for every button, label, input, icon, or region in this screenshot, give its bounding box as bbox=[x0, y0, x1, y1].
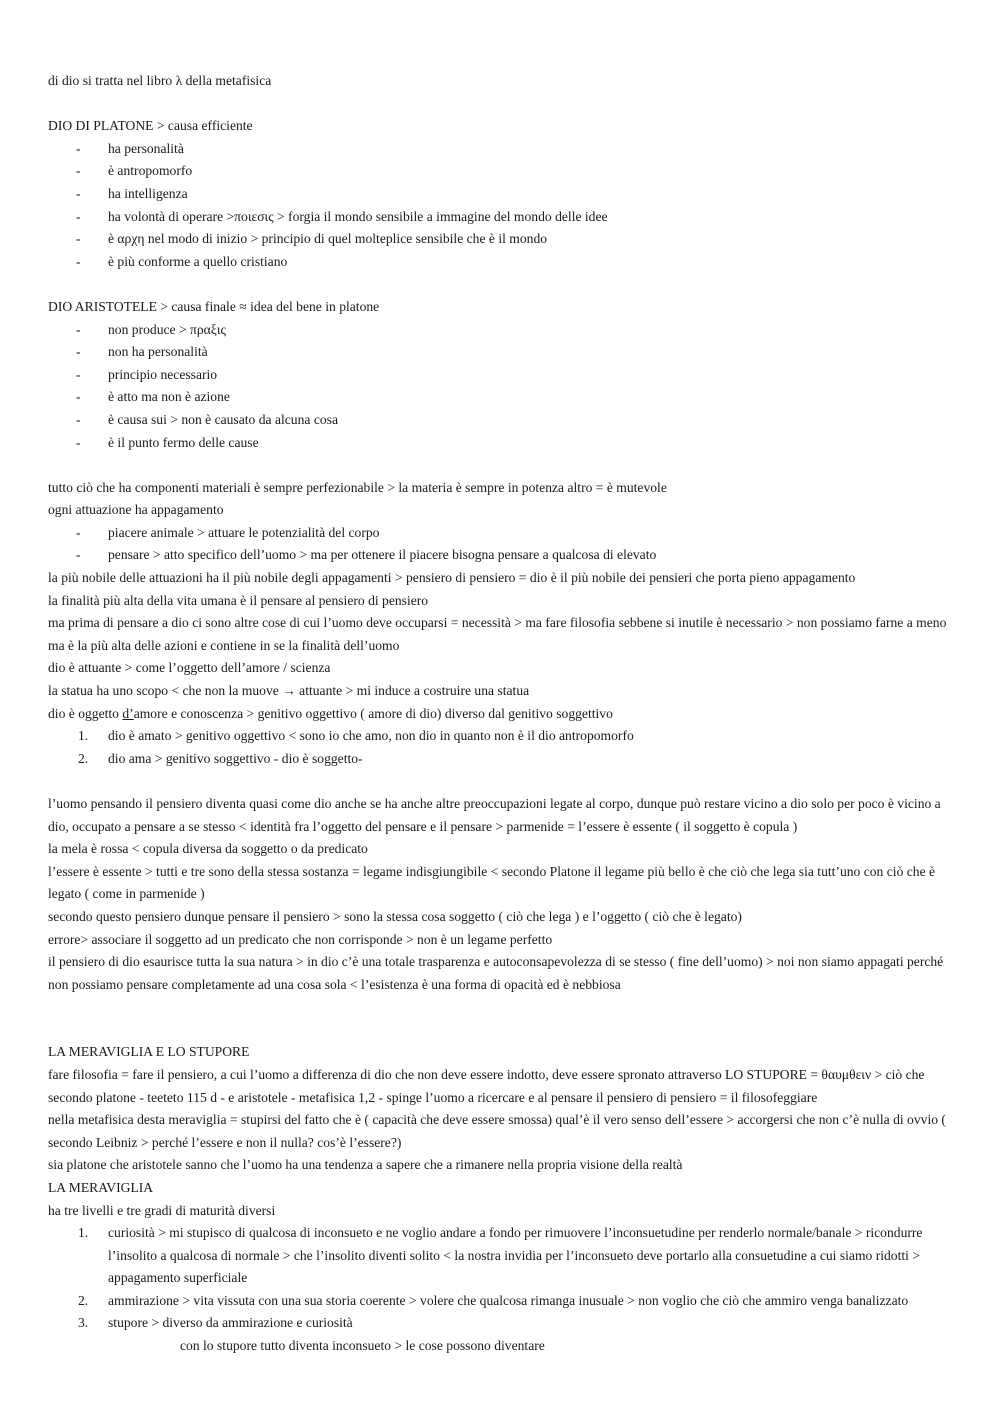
list-item: - è il punto fermo delle cause bbox=[76, 434, 259, 450]
numbered-item: 2. dio ama > genitivo soggettivo - dio è soggetto- bbox=[78, 750, 363, 766]
list-item: - è αρχη nel modo di inizio > principio di quel molteplice sensibile che è il mondo bbox=[76, 231, 548, 247]
list-item: - principio necessario bbox=[76, 366, 218, 382]
section-heading: LA MERAVIGLIA E LO STUPORE bbox=[48, 1044, 250, 1060]
paragraph: con lo stupore tutto diventa inconsueto > le cose possono diventare bbox=[180, 1338, 545, 1354]
numbered-item: 1. curiosità > mi stupisco di qualcosa di inconsueto e ne voglio andare a fondo per rimuovere l’inconsuetudine per renderlo normale/banale > ricondurre l’insolito a qualcosa di normale > che l’insolito diventi solito < la nostra invidia per l’inconsueto deve portarlo alla consuetudine a cui siamo ridotti > appagamento superficiale bbox=[78, 1225, 923, 1286]
aristotele-heading: DIO ARISTOTELE > causa finale ≈ idea del bene in platone bbox=[48, 298, 380, 314]
list-item: - è antropomorfo bbox=[76, 163, 193, 179]
intro-line: di dio si tratta nel libro λ della metafisica bbox=[48, 73, 272, 88]
paragraph: dio è attuante > come l’oggetto dell’amore / scienza bbox=[48, 660, 331, 676]
paragraph: l’uomo pensando il pensiero diventa quasi come dio anche se ha anche altre preoccupazioni legate al corpo, dunque può restare vicino a dio solo per poco è vicino a dio, occupato a pensare a se stesso < identità fra l’oggetto del pensare e il pensare > parmenide = l’essere è essente ( il soggetto è copula ) bbox=[48, 796, 941, 834]
paragraph: la finalità più alta della vita umana è il pensare al pensiero di pensiero bbox=[48, 592, 429, 608]
paragraph: ogni attuazione ha appagamento bbox=[48, 502, 224, 518]
paragraph: la statua ha uno scopo < che non la muove → attuante > mi induce a costruire una statua bbox=[48, 683, 530, 699]
list-item: - è atto ma non è azione bbox=[76, 389, 230, 405]
list-item: - ha personalità bbox=[76, 140, 184, 156]
numbered-item: 3. stupore > diverso da ammirazione e curiosità bbox=[78, 1315, 353, 1331]
paragraph: la mela è rossa < copula diversa da soggetto o da predicato bbox=[48, 841, 368, 857]
numbered-item: 1. dio è amato > genitivo oggettivo < sono io che amo, non dio in quanto non è il dio antropomorfo bbox=[78, 728, 634, 744]
paragraph: secondo questo pensiero dunque pensare il pensiero > sono la stessa cosa soggetto ( ciò che lega ) e l’oggetto ( ciò che è legato) bbox=[48, 908, 742, 924]
paragraph: fare filosofia = fare il pensiero, a cui l’uomo a differenza di dio che non deve essere indotto, deve essere spronato attraverso LO STUPORE = θαυμθειν > ciò che secondo platone - teeteto 115 d - e aristotele - metafisica 1,2 - spinge l’uomo a ricercare e al pensare il pensiero di pensiero = il filosofeggiare bbox=[48, 1066, 925, 1105]
list-item: - ha volontà di operare >ποιεσις > forgia il mondo sensibile a immagine del mondo delle idee bbox=[76, 208, 608, 224]
paragraph: la più nobile delle attuazioni ha il più nobile degli appagamenti > pensiero di pensiero = dio è il più nobile dei pensieri che porta pieno appagamento bbox=[48, 570, 856, 586]
paragraph: l’essere è essente > tutti e tre sono della stessa sostanza = legame indisgiungibile < secondo Platone il legame più bello è che ciò che lega sia tutt’uno con ciò che è legato ( come in parmenide ) bbox=[48, 863, 936, 902]
paragraph: dio è oggetto d’amore e conoscenza > genitivo oggettivo ( amore di dio) diverso dal genitivo soggettivo bbox=[48, 705, 613, 721]
paragraph: sia platone che aristotele sanno che l’uomo ha una tendenza a sapere che a rimanere nella propria visione della realtà bbox=[48, 1157, 683, 1173]
list-item: - non produce > πραξις bbox=[76, 321, 226, 337]
paragraph: errore> associare il soggetto ad un predicato che non corrisponde > non è un legame perfetto bbox=[48, 931, 553, 947]
sub-heading: LA MERAVIGLIA bbox=[48, 1179, 154, 1195]
list-item: - ha intelligenza bbox=[76, 185, 188, 201]
paragraph: ha tre livelli e tre gradi di maturità diversi bbox=[48, 1202, 276, 1218]
list-item: - pensare > atto specifico dell’uomo > ma per ottenere il piacere bisogna pensare a qualcosa di elevato bbox=[76, 547, 657, 563]
list-item: - è causa sui > non è causato da alcuna cosa bbox=[76, 411, 338, 427]
paragraph: il pensiero di dio esaurisce tutta la sua natura > in dio c’è una totale trasparenza e autoconsapevolezza di se stesso ( fine dell’uomo) > noi non siamo appagati perché non possiamo pensare completamente ad una cosa sola < l’esistenza è una forma di opacità ed è nebbiosa bbox=[48, 954, 944, 992]
list-item: - è più conforme a quello cristiano bbox=[76, 253, 288, 269]
platone-heading: DIO DI PLATONE > causa efficiente bbox=[48, 118, 253, 134]
paragraph: ma prima di pensare a dio ci sono altre cose di cui l’uomo deve occuparsi = necessità > ma fare filosofia sebbene si inutile è necessario > non possiamo farne a meno ma è la più alta delle azioni e contiene in se la finalità dell’uomo bbox=[48, 615, 947, 653]
list-item: - piacere animale > attuare le potenzialità del corpo bbox=[76, 524, 380, 540]
paragraph: tutto ciò che ha componenti materiali è sempre perfezionabile > la materia è sempre in potenza altro = è mutevole bbox=[48, 479, 667, 495]
paragraph: nella metafisica desta meraviglia = stupirsi del fatto che è ( capacità che deve essere smossa) qual’è il vero senso dell’essere > accorgersi che non c’è nulla di ovvio ( secondo Leibniz > perché l’essere e non il nulla? cos’è l’essere?) bbox=[48, 1112, 946, 1150]
list-item: - non ha personalità bbox=[76, 344, 208, 360]
numbered-item: 2. ammirazione > vita vissuta con una sua storia coerente > volere che qualcosa rimanga inusuale > non voglio che ciò che ammiro venga banalizzato bbox=[78, 1292, 909, 1308]
